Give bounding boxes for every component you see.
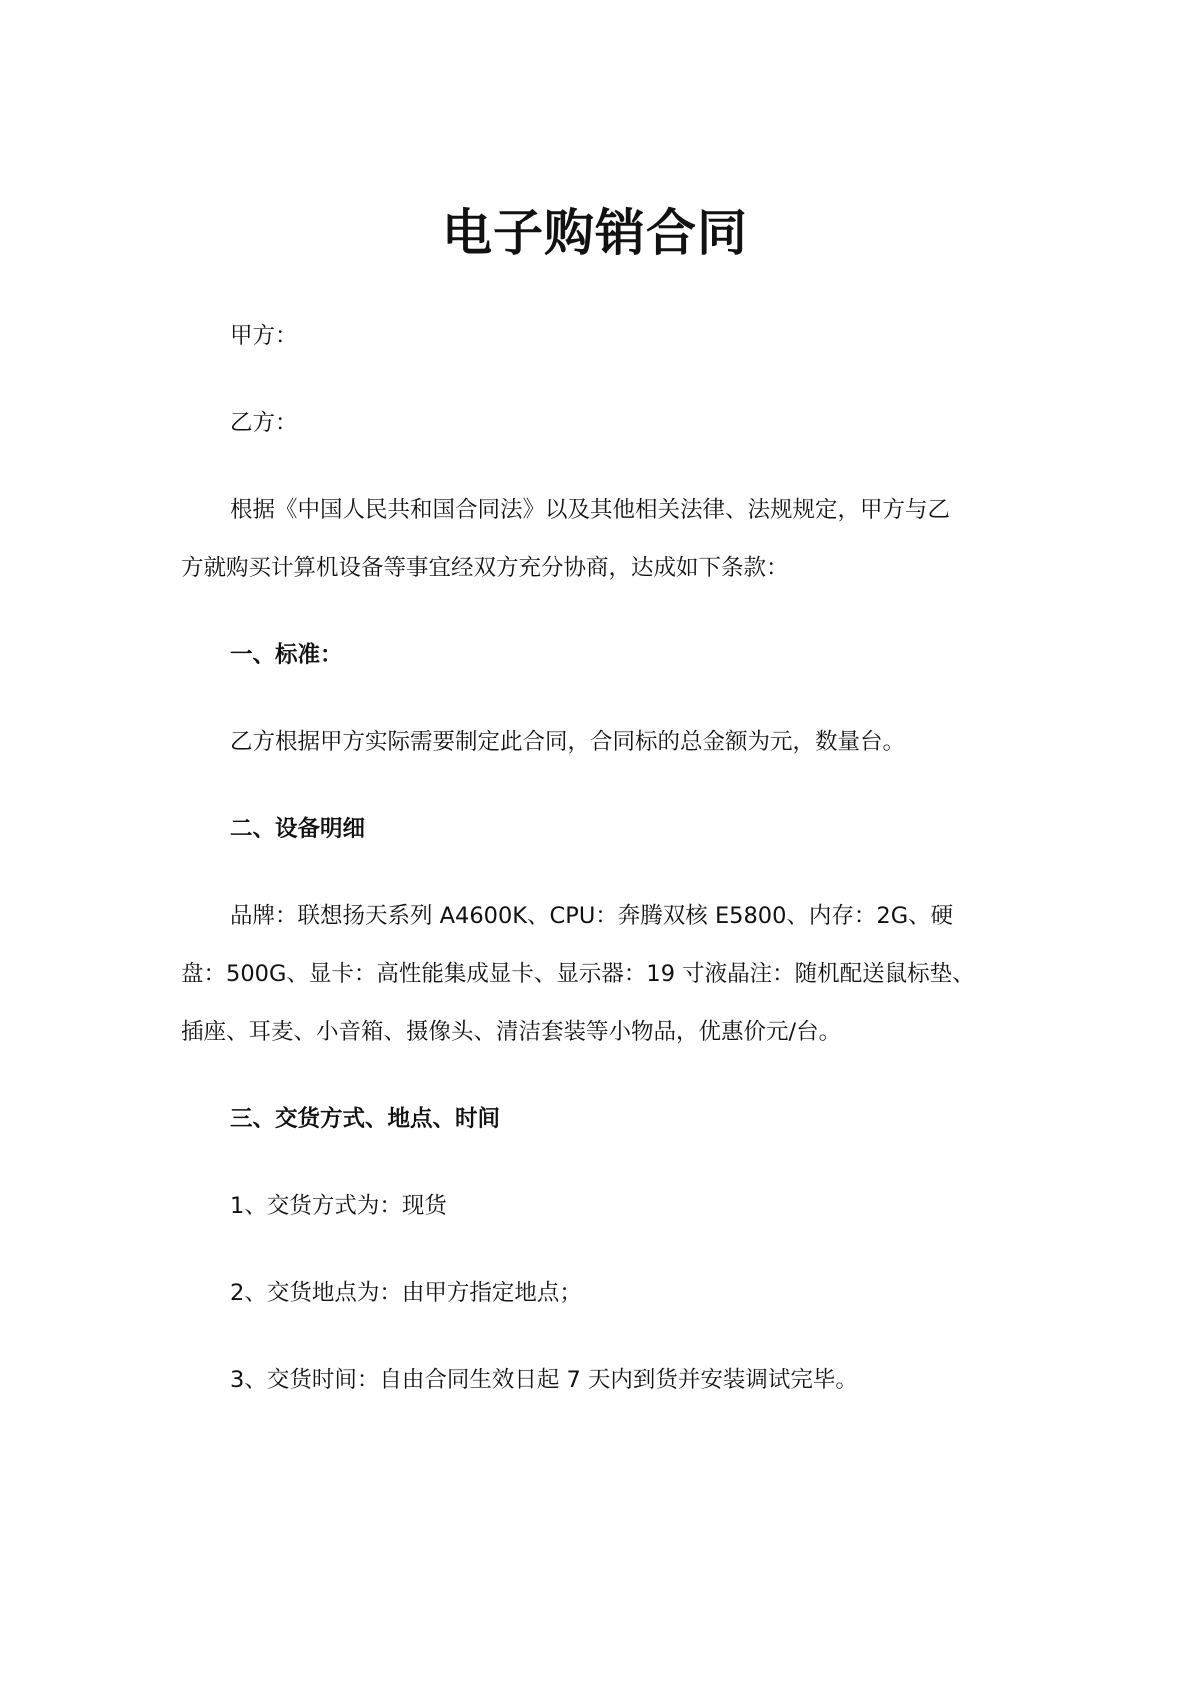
section-2-heading: 二、设备明细 xyxy=(230,816,366,842)
equipment-line-2: 盘：500G、显卡：高性能集成显卡、显示器：19 寸液晶注：随机配送鼠标垫、 xyxy=(181,961,975,987)
delivery-item-1: 1、交货方式为：现货 xyxy=(230,1193,447,1219)
intro-line-1: 根据《中国人民共和国合同法》以及其他相关法律、法规规定，甲方与乙 xyxy=(230,497,951,523)
section-1-body: 乙方根据甲方实际需要制定此合同，合同标的总金额为元，数量台。 xyxy=(230,729,906,755)
party-a-line: 甲方： xyxy=(230,323,298,349)
intro-line-2: 方就购买计算机设备等事宜经双方充分协商，达成如下条款： xyxy=(181,555,789,581)
document-title: 电子购销合同 xyxy=(442,204,748,262)
party-b-line: 乙方： xyxy=(230,410,298,436)
equipment-line-3: 插座、耳麦、小音箱、摄像头、清洁套装等小物品，优惠价元/台。 xyxy=(181,1019,842,1045)
delivery-item-2: 2、交货地点为：由甲方指定地点； xyxy=(230,1280,582,1306)
delivery-item-3: 3、交货时间：自由合同生效日起 7 天内到货并安装调试完毕。 xyxy=(230,1367,858,1393)
section-3-heading: 三、交货方式、地点、时间 xyxy=(230,1106,501,1132)
section-1-heading: 一、标准： xyxy=(230,642,343,668)
equipment-line-1: 品牌：联想扬天系列 A4600K、CPU：奔腾双核 E5800、内存：2G、硬 xyxy=(230,903,954,929)
